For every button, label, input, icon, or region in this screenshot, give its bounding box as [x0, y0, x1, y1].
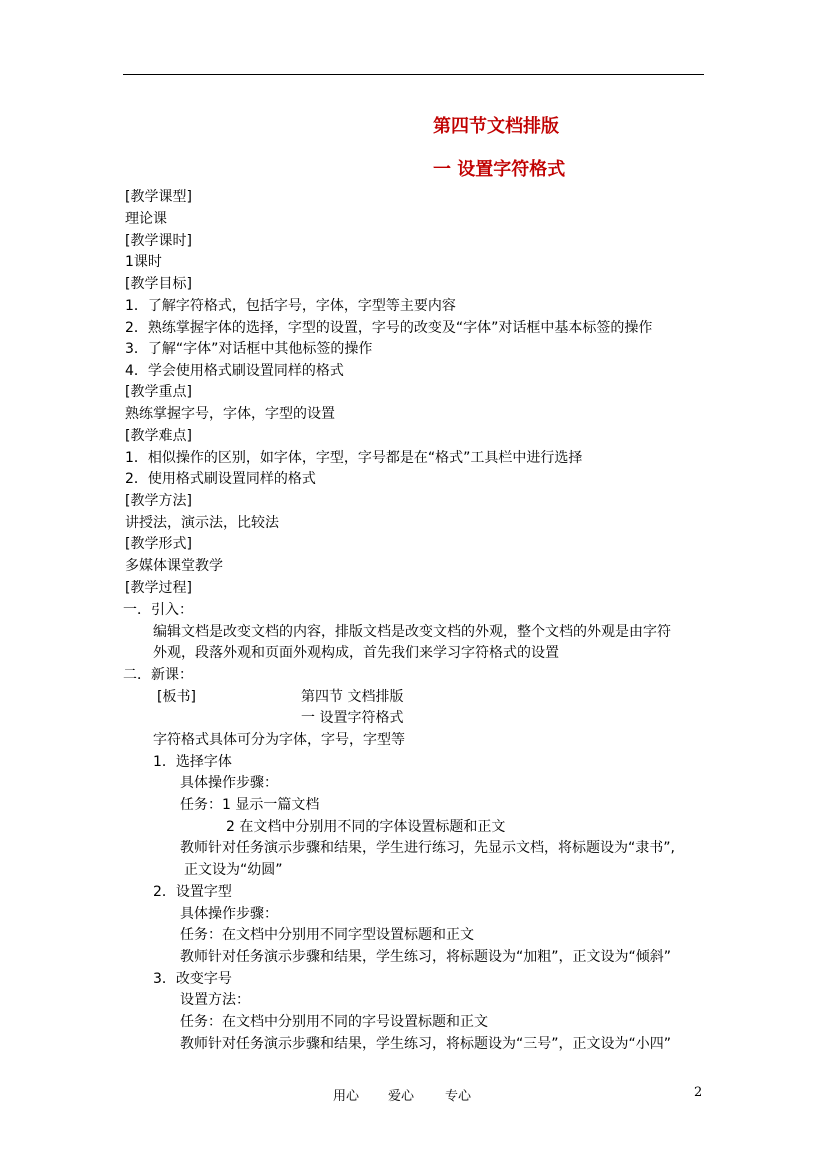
text-line: 2．熟练掌握字体的选择，字型的设置，字号的改变及“字体”对话框中基本标签的操作 [125, 320, 653, 336]
text-line: 第四节 文档排版 [301, 689, 404, 705]
heading-lesson-hours: [教学课时] [125, 233, 192, 249]
text-line: 3．改变字号 [153, 971, 232, 987]
heading-key-points: [教学重点] [125, 384, 192, 400]
text-line: 教师针对任务演示步骤和结果，学生练习，将标题设为“三号”，正文设为“小四” [180, 1036, 672, 1052]
text-line: 2．设置字型 [153, 884, 232, 900]
heading-lesson-type: [教学课型] [125, 189, 192, 205]
page-number: 2 [694, 1085, 703, 1100]
text-line: 编辑文档是改变文档的内容，排版文档是改变文档的外观，整个文档的外观是由字符 [153, 624, 671, 640]
text-line: 具体操作步骤： [180, 775, 278, 791]
footer-item: 用心 [333, 1089, 360, 1104]
text-line: 教师针对任务演示步骤和结果，学生进行练习，先显示文档，将标题设为“隶书”, [180, 840, 675, 856]
text-line: 1课时 [125, 254, 162, 270]
footer-item: 专心 [445, 1089, 472, 1104]
text-line: 教师针对任务演示步骤和结果，学生练习，将标题设为“加粗”，正文设为“倾斜” [180, 949, 672, 965]
text-line: 2．使用格式刷设置同样的格式 [125, 471, 316, 487]
heading-process: [教学过程] [125, 580, 192, 596]
text-line: 1．选择字体 [153, 754, 232, 770]
header-rule [123, 74, 704, 75]
text-line: 二．新课： [123, 667, 193, 683]
text-line: 理论课 [125, 211, 167, 227]
heading-methods: [教学方法] [125, 493, 192, 509]
heading-format: [教学形式] [125, 536, 192, 552]
text-line: 1．了解字符格式，包括字号，字体，字型等主要内容 [125, 298, 456, 314]
subsection-title: 一 设置字符格式 [433, 159, 566, 180]
text-line: 讲授法，演示法，比较法 [125, 515, 279, 531]
text-line: 一．引入： [123, 602, 193, 618]
text-line: 任务：在文档中分别用不同字型设置标题和正文 [180, 927, 474, 943]
text-line: 任务：在文档中分别用不同的字号设置标题和正文 [180, 1014, 488, 1030]
heading-difficulties: [教学难点] [125, 428, 192, 444]
text-line: 多媒体课堂教学 [125, 558, 223, 574]
text-line: 1．相似操作的区别，如字体，字型，字号都是在“格式”工具栏中进行选择 [125, 450, 583, 466]
footer-item: 爱心 [388, 1089, 415, 1104]
text-line: 3．了解“字体”对话框中其他标签的操作 [125, 341, 373, 357]
text-line: 正文设为“幼圆” [184, 862, 283, 878]
text-line: [板书] [157, 689, 196, 705]
text-line: 具体操作步骤： [180, 906, 278, 922]
text-line: 任务：1 显示一篇文档 [180, 797, 320, 813]
text-line: 字符格式具体可分为字体，字号，字型等 [153, 732, 405, 748]
text-line: 设置方法： [180, 992, 250, 1008]
section-title: 第四节文档排版 [433, 116, 559, 137]
text-line: 一 设置字符格式 [301, 710, 404, 726]
text-line: 熟练掌握字号，字体，字型的设置 [125, 406, 335, 422]
text-line: 外观，段落外观和页面外观构成，首先我们来学习字符格式的设置 [153, 645, 559, 661]
heading-objectives: [教学目标] [125, 276, 192, 292]
text-line: 2 在文档中分别用不同的字体设置标题和正文 [226, 819, 506, 835]
text-line: 4．学会使用格式刷设置同样的格式 [125, 363, 344, 379]
